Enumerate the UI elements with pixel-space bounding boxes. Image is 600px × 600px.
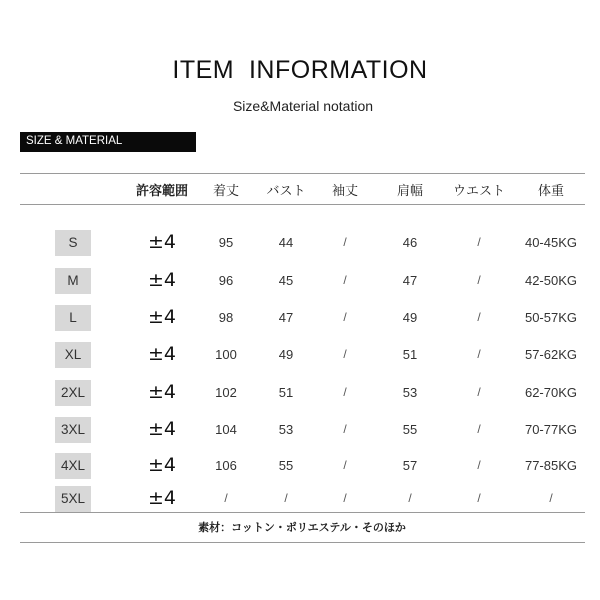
header-waist: ウエスト	[452, 184, 505, 199]
material-note: 素材：コットン・ポリエステル・そのほか	[198, 521, 406, 534]
table-row	[0, 230, 600, 260]
page-subtitle: Size&Material notation	[232, 98, 374, 114]
header-weight: 体重	[537, 184, 564, 199]
length-value: 104	[215, 422, 237, 437]
size-label: S	[55, 230, 91, 256]
bust-value: 45	[278, 273, 294, 288]
shoulder-value: /	[408, 491, 412, 505]
weight-value: 40-45KG	[524, 235, 578, 250]
table-row	[0, 380, 600, 410]
table-row	[0, 305, 600, 335]
length-value: 98	[218, 310, 234, 325]
shoulder-value: 53	[402, 385, 418, 400]
waist-value: /	[477, 235, 481, 249]
sleeve-value: /	[343, 422, 347, 436]
sleeve-value: /	[343, 491, 347, 505]
shoulder-value: 46	[402, 235, 418, 250]
size-label: 2XL	[55, 380, 91, 406]
header-bust: バスト	[266, 184, 306, 199]
length-value: 100	[215, 347, 237, 362]
size-label: M	[55, 268, 91, 294]
waist-value: /	[477, 273, 481, 287]
waist-value: /	[477, 385, 481, 399]
tolerance-value: ±4	[147, 343, 176, 365]
weight-value: 70-77KG	[524, 422, 578, 437]
size-label: L	[55, 305, 91, 331]
waist-value: /	[477, 491, 481, 505]
tolerance-value: ±4	[147, 381, 176, 403]
bust-value: 44	[278, 235, 294, 250]
sleeve-value: /	[343, 385, 347, 399]
size-label: 3XL	[55, 417, 91, 443]
shoulder-value: 55	[402, 422, 418, 437]
header-tolerance: 許容範囲	[135, 184, 188, 199]
weight-value: 62-70KG	[524, 385, 578, 400]
table-row	[0, 268, 600, 298]
table-top-rule	[20, 173, 585, 174]
table-row	[0, 342, 600, 372]
table-row	[0, 417, 600, 447]
header-sleeve: 袖丈	[331, 184, 358, 199]
waist-value: /	[477, 458, 481, 472]
sleeve-value: /	[343, 458, 347, 472]
weight-value: 42-50KG	[524, 273, 578, 288]
shoulder-value: 57	[402, 458, 418, 473]
table-row	[0, 453, 600, 483]
length-value: 106	[215, 458, 237, 473]
section-label: SIZE & MATERIAL	[26, 135, 123, 147]
section-label-bar	[20, 132, 196, 152]
tolerance-value: ±4	[147, 418, 176, 440]
page-title: ITEM INFORMATION	[172, 56, 428, 84]
weight-value: 77-85KG	[524, 458, 578, 473]
size-label: 5XL	[55, 486, 91, 512]
header-shoulder: 肩幅	[396, 184, 423, 199]
header-bottom-rule	[20, 204, 585, 205]
tolerance-value: ±4	[147, 306, 176, 328]
waist-value: /	[477, 347, 481, 361]
weight-value: 50-57KG	[524, 310, 578, 325]
table-bottom-rule	[20, 512, 585, 513]
shoulder-value: 47	[402, 273, 418, 288]
weight-value: /	[549, 491, 553, 505]
shoulder-value: 51	[402, 347, 418, 362]
bust-value: 49	[278, 347, 294, 362]
sleeve-value: /	[343, 347, 347, 361]
shoulder-value: 49	[402, 310, 418, 325]
length-value: /	[224, 491, 228, 505]
tolerance-value: ±4	[147, 454, 176, 476]
tolerance-value: ±4	[147, 487, 176, 509]
bust-value: /	[284, 491, 288, 505]
bust-value: 53	[278, 422, 294, 437]
size-label: 4XL	[55, 453, 91, 479]
bust-value: 55	[278, 458, 294, 473]
tolerance-value: ±4	[147, 269, 176, 291]
sleeve-value: /	[343, 235, 347, 249]
weight-value: 57-62KG	[524, 347, 578, 362]
bust-value: 47	[278, 310, 294, 325]
header-length: 着丈	[212, 184, 239, 199]
tolerance-value: ±4	[147, 231, 176, 253]
sleeve-value: /	[343, 310, 347, 324]
length-value: 95	[218, 235, 234, 250]
size-label: XL	[55, 342, 91, 368]
bust-value: 51	[278, 385, 294, 400]
sleeve-value: /	[343, 273, 347, 287]
material-bottom-rule	[20, 542, 585, 543]
waist-value: /	[477, 310, 481, 324]
length-value: 96	[218, 273, 234, 288]
length-value: 102	[215, 385, 237, 400]
waist-value: /	[477, 422, 481, 436]
